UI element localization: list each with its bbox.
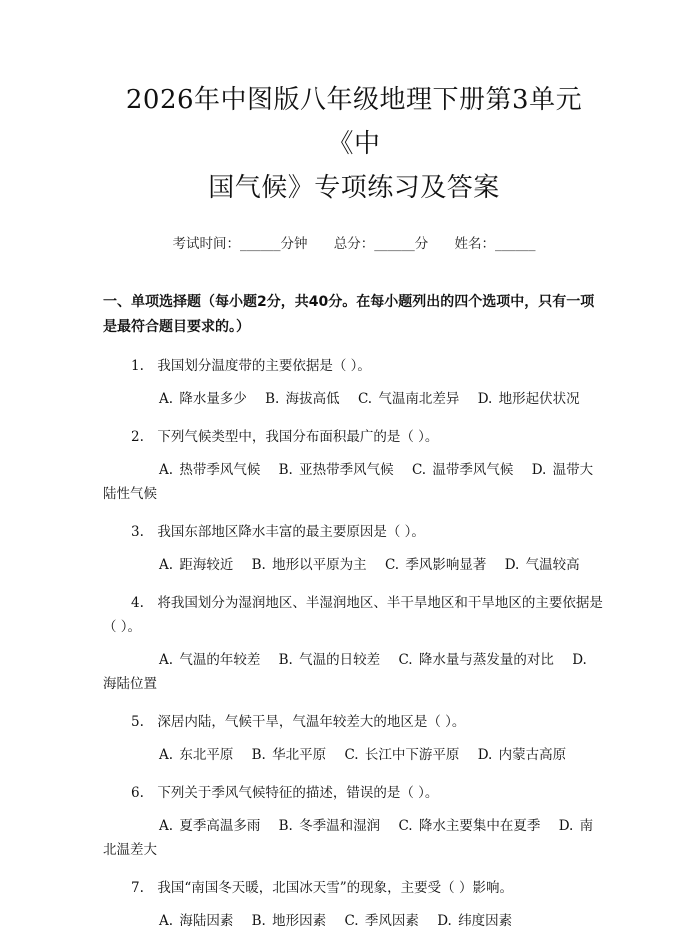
question-stem: 1. 我国划分温度带的主要依据是（ ）。: [131, 358, 371, 374]
exam-time: 考试时间：______分钟: [172, 236, 308, 252]
option-d: D. 纬度因素: [437, 913, 513, 929]
option-a: A. 东北平原: [159, 747, 234, 763]
option-c: C. 温带季风气候: [411, 462, 514, 478]
question-options: [103, 458, 605, 506]
question-stem: 4. 将我国划分为湿润地区、半湿润地区、半干旱地区和干旱地区的主要依据是（ ）。: [103, 595, 603, 635]
option-a: A. 热带季风气候: [159, 462, 261, 478]
option-d: D. 南北温差大: [103, 818, 594, 858]
option-b: B. 亚热带季风气候: [278, 462, 394, 478]
question-options: [103, 648, 605, 696]
question-options: [103, 909, 605, 933]
question-stem: 5. 深居内陆，气候干旱，气温年较差大的地区是（ ）。: [131, 714, 466, 730]
question-options: [103, 814, 605, 862]
option-d: D. 气温较高: [504, 557, 580, 573]
option-b: B. 地形因素: [251, 913, 327, 929]
option-a: A. 距海较近: [159, 557, 234, 573]
exam-info: [103, 232, 605, 252]
section-title: 一、单项选择题（每小题2分，共40分。在每小题列出的四个选项中，只有一项是最符合题目要求的。）: [103, 294, 595, 335]
option-c: C. 季风影响显著: [384, 557, 487, 573]
option-b: B. 华北平原: [251, 747, 327, 763]
question-options: [103, 387, 605, 411]
option-b: B. 气温的日较差: [278, 652, 381, 668]
document-title: [103, 78, 605, 210]
question-stem: 2. 下列气候类型中，我国分布面积最广的是（ ）。: [131, 429, 439, 445]
question-options: [103, 553, 605, 577]
exam-name: 姓名：______: [454, 236, 536, 252]
option-c: C. 季风因素: [344, 913, 419, 929]
title-line-1: 2026年中图版八年级地理下册第3单元《中: [125, 85, 583, 159]
option-a: A. 降水量多少: [159, 391, 247, 407]
option-d: D. 内蒙古高原: [477, 747, 567, 763]
option-c: C. 气温南北差异: [357, 391, 460, 407]
option-d: D. 海陆位置: [103, 652, 587, 692]
question-list: [103, 354, 605, 933]
question-stem: 3. 我国东部地区降水丰富的最主要原因是（ ）。: [131, 524, 425, 540]
option-c: C. 长江中下游平原: [344, 747, 460, 763]
option-d: D. 地形起伏状况: [477, 391, 580, 407]
title-line-2: 国气候》专项练习及答案: [208, 173, 500, 203]
question-item: [103, 354, 605, 411]
option-a: A. 气温的年较差: [159, 652, 261, 668]
option-a: A. 夏季高温多雨: [159, 818, 261, 834]
option-c: C. 降水主要集中在夏季: [398, 818, 541, 834]
option-d: D. 温带大陆性气候: [103, 462, 594, 502]
question-item: [103, 591, 605, 696]
option-b: B. 冬季温和湿润: [278, 818, 381, 834]
question-stem: 7. 我国“南国冬天暖，北国冰天雪”的现象，主要受（ ）影响。: [131, 880, 513, 896]
question-stem: 6. 下列关于季风气候特征的描述，错误的是（ ）。: [131, 785, 439, 801]
option-b: B. 地形以平原为主: [251, 557, 367, 573]
option-c: C. 降水量与蒸发量的对比: [398, 652, 554, 668]
question-options: [103, 743, 605, 767]
question-item: [103, 781, 605, 862]
question-item: [103, 520, 605, 577]
exam-score: 总分：______分: [333, 236, 429, 252]
question-item: [103, 710, 605, 767]
option-a: A. 海陆因素: [159, 913, 234, 929]
question-item: [103, 425, 605, 506]
option-b: B. 海拔高低: [265, 391, 340, 407]
